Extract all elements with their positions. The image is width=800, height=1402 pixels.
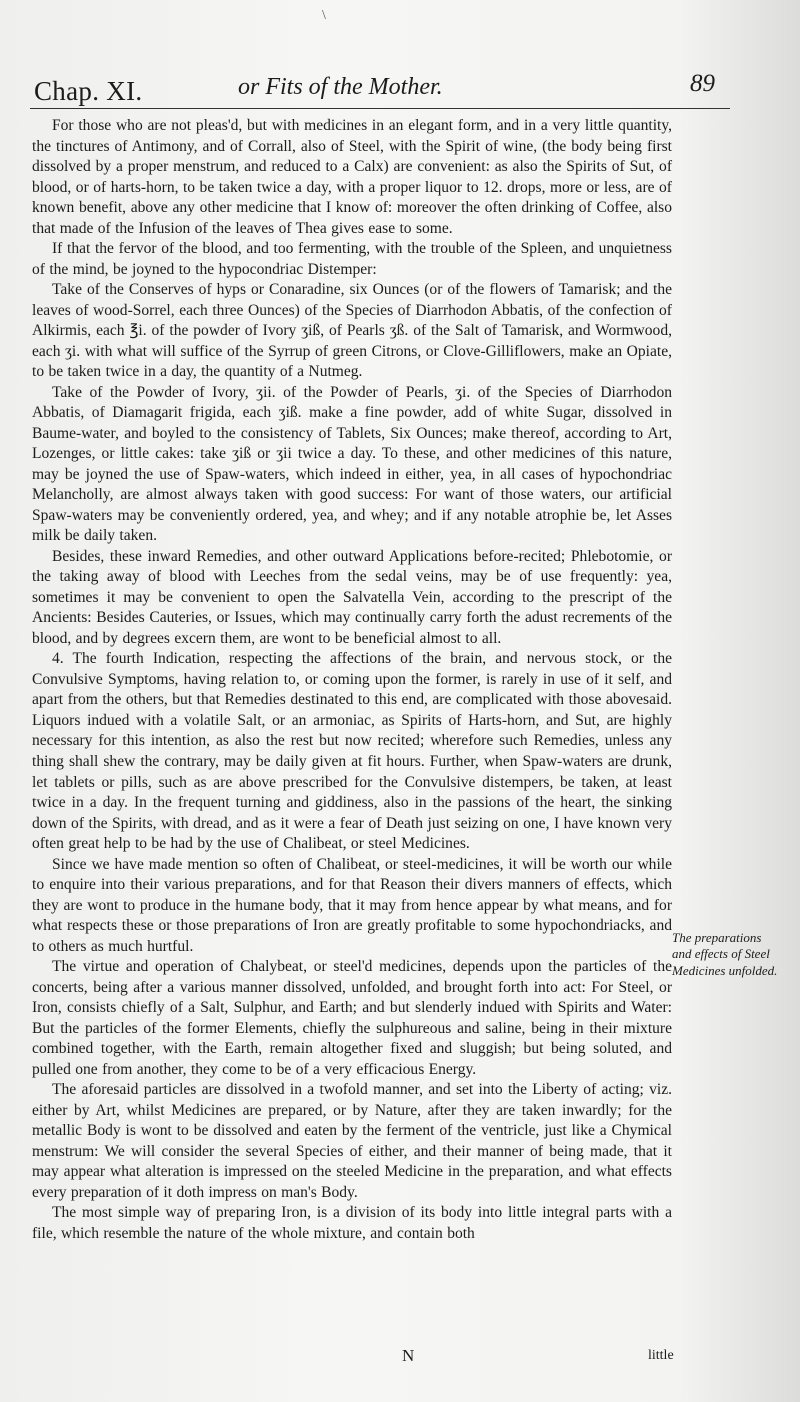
paragraph: The most simple way of preparing Iron, is a division of its body into little integral parts with a file, which resemble the nature of the whole mixture, and contain both bbox=[32, 1204, 672, 1242]
paragraph: Take of the Conserves of hyps or Conaradine, six Ounces (or of the flowers of Tamarisk; and the leaves of wood-Sorrel, each three Ounces) of the Species of Diarrhodon Abbatis, of the confection of Alkirmis, each ℥i. of the powder of Ivory ʒiß, of Pearls ʒß. of the Salt of Tamarisk, and Wormwood, each ʒi. with what will suffice of the Syrrup of green Citrons, or Clove-Gilliflowers, make an Opiate, to be taken twice in a day, the quantity of a Nutmeg. bbox=[32, 281, 672, 381]
signature-mark: N bbox=[402, 1346, 415, 1365]
paragraph: 4. The fourth Indication, respecting the affections of the brain, and nervous stock, or the Convulsive Symptoms, having relation to, or coming upon the former, is rarely in use of it self, and apart from the others, but that Remedies destinated to this end, are complicated with those abovesaid. Liquors indued with a volatile Salt, or an armoniac, as Spirits of Harts-horn, and Sut, are highly necessary for this intention, as also the rest but now recited; wherefore such Remedies, unless any thing shall shew the contrary, may be daily given at fit hours. Further, when Spaw-waters are drunk, let tablets or pills, such as are above prescribed for the Convulsive distempers, be taken, at least twice in a day. In the frequent turning and giddiness, also in the passions of the heart, the sinking down of the Spirits, with dread, and as it were a fear of Death just seizing on one, I have known very often great help to be had by the use of Chalibeat, or steel Medicines. bbox=[32, 650, 672, 853]
catchword: little bbox=[648, 1348, 674, 1363]
page-number: 89 bbox=[690, 70, 715, 97]
paragraph: Besides, these inward Remedies, and other outward Applications before-recited; Phlebotomie, or the taking away of blood with Leeches from the sedal veins, may be of use frequently: yea, sometimes it may be convenient to open the Salvatella Vein, according to the prescript of the Ancients: Besides Cauteries, or Issues, which may continually carry forth the adust recrements of the blood, and by degrees excern them, are wont to be beneficial almost to all. bbox=[32, 547, 672, 647]
paragraph: For those who are not pleas'd, but with medicines in an elegant form, and in a very little quantity, the tinctures of Antimony, and of Corrall, also of Steel, with the Spirit of wine, (the body being first dissolved by a proper menstrum, and reduced to a Calx) are convenient: as also the Spirits of Sut, of blood, or of harts-horn, to be taken twice a day, with a proper liquor to 12. drops, more or less, are of known benefit, above any other medicine that I know of: moreover the often drinking of Coffee, also that made of the Infusion of the leaves of Thea gives ease to some. bbox=[32, 117, 672, 237]
ink-speck: \ bbox=[322, 8, 326, 23]
paragraph: The virtue and operation of Chalybeat, or steel'd medicines, depends upon the particles of the concerts, being after a various manner dissolved, unfolded, and brought forth into act: For Steel, or Iron, consists chiefly of a Salt, Sulphur, and Earth; and but slenderly indued with Spirits and Water: But the particles of the former Elements, chiefly the sulphureous and saline, being in their mixture combined together, with the Earth, remain altogether fixed and sluggish; but being soluted, and pulled one from another, they come to be of a very efficacious Energy. bbox=[32, 958, 672, 1078]
paragraph: Since we have made mention so often of Chalibeat, or steel-medicines, it will be worth our while to enquire into their various preparations, and for that Reason their divers manners of effects, which they are wont to produce in the humane body, that it may from hence appear by what means, and for what respects these or those preparations of Iron are greatly profitable to some hypochondriacks, and to others as much hurtful. bbox=[32, 855, 672, 955]
body-text bbox=[32, 116, 672, 1244]
chapter-heading: Chap. XI. bbox=[34, 76, 143, 106]
paragraph: Take of the Powder of Ivory, ʒii. of the Powder of Pearls, ʒi. of the Species of Diarrhodon Abbatis, of Diamagarit frigida, each ʒiß. make a fine powder, add of white Sugar, dissolved in Baume-water, and boyled to the consistency of Tablets, Six Ounces; make thereof, according to Art, Lozenges, or little cakes: take ʒiß or ʒii twice a day. To these, and other medicines of this nature, may be joyned the use of Spaw-waters, which indeed in either, yea, in all cases of hypochondriac Melancholly, are almost always taken with good success: For want of those waters, our artificial Spaw-waters may be conveniently ordered, yea, and whey; and if any notable atrophie be, let Asses milk be daily taken. bbox=[32, 383, 672, 545]
margin-note: The preparations and effects of Steel Medicines unfolded. bbox=[672, 930, 778, 978]
header-rule bbox=[30, 108, 730, 109]
paragraph: If that the fervor of the blood, and too fermenting, with the trouble of the Spleen, and unquietness of the mind, be joyned to the hypocondriac Distemper: bbox=[32, 240, 672, 278]
running-title: or Fits of the Mother. bbox=[238, 74, 443, 100]
paragraph: The aforesaid particles are dissolved in a twofold manner, and set into the Liberty of acting; viz. either by Art, whilst Medicines are prepared, or by Nature, after they are taken inwardly; for the metallic Body is wont to be dissolved and eaten by the ferment of the ventricle, just like a Chymical menstrum: We will consider the several Species of either, and their manner of being made, that it may appear what alteration is impressed on the steeled Medicine in the preparation, and what effects every preparation of it doth impress on man's Body. bbox=[32, 1081, 672, 1201]
